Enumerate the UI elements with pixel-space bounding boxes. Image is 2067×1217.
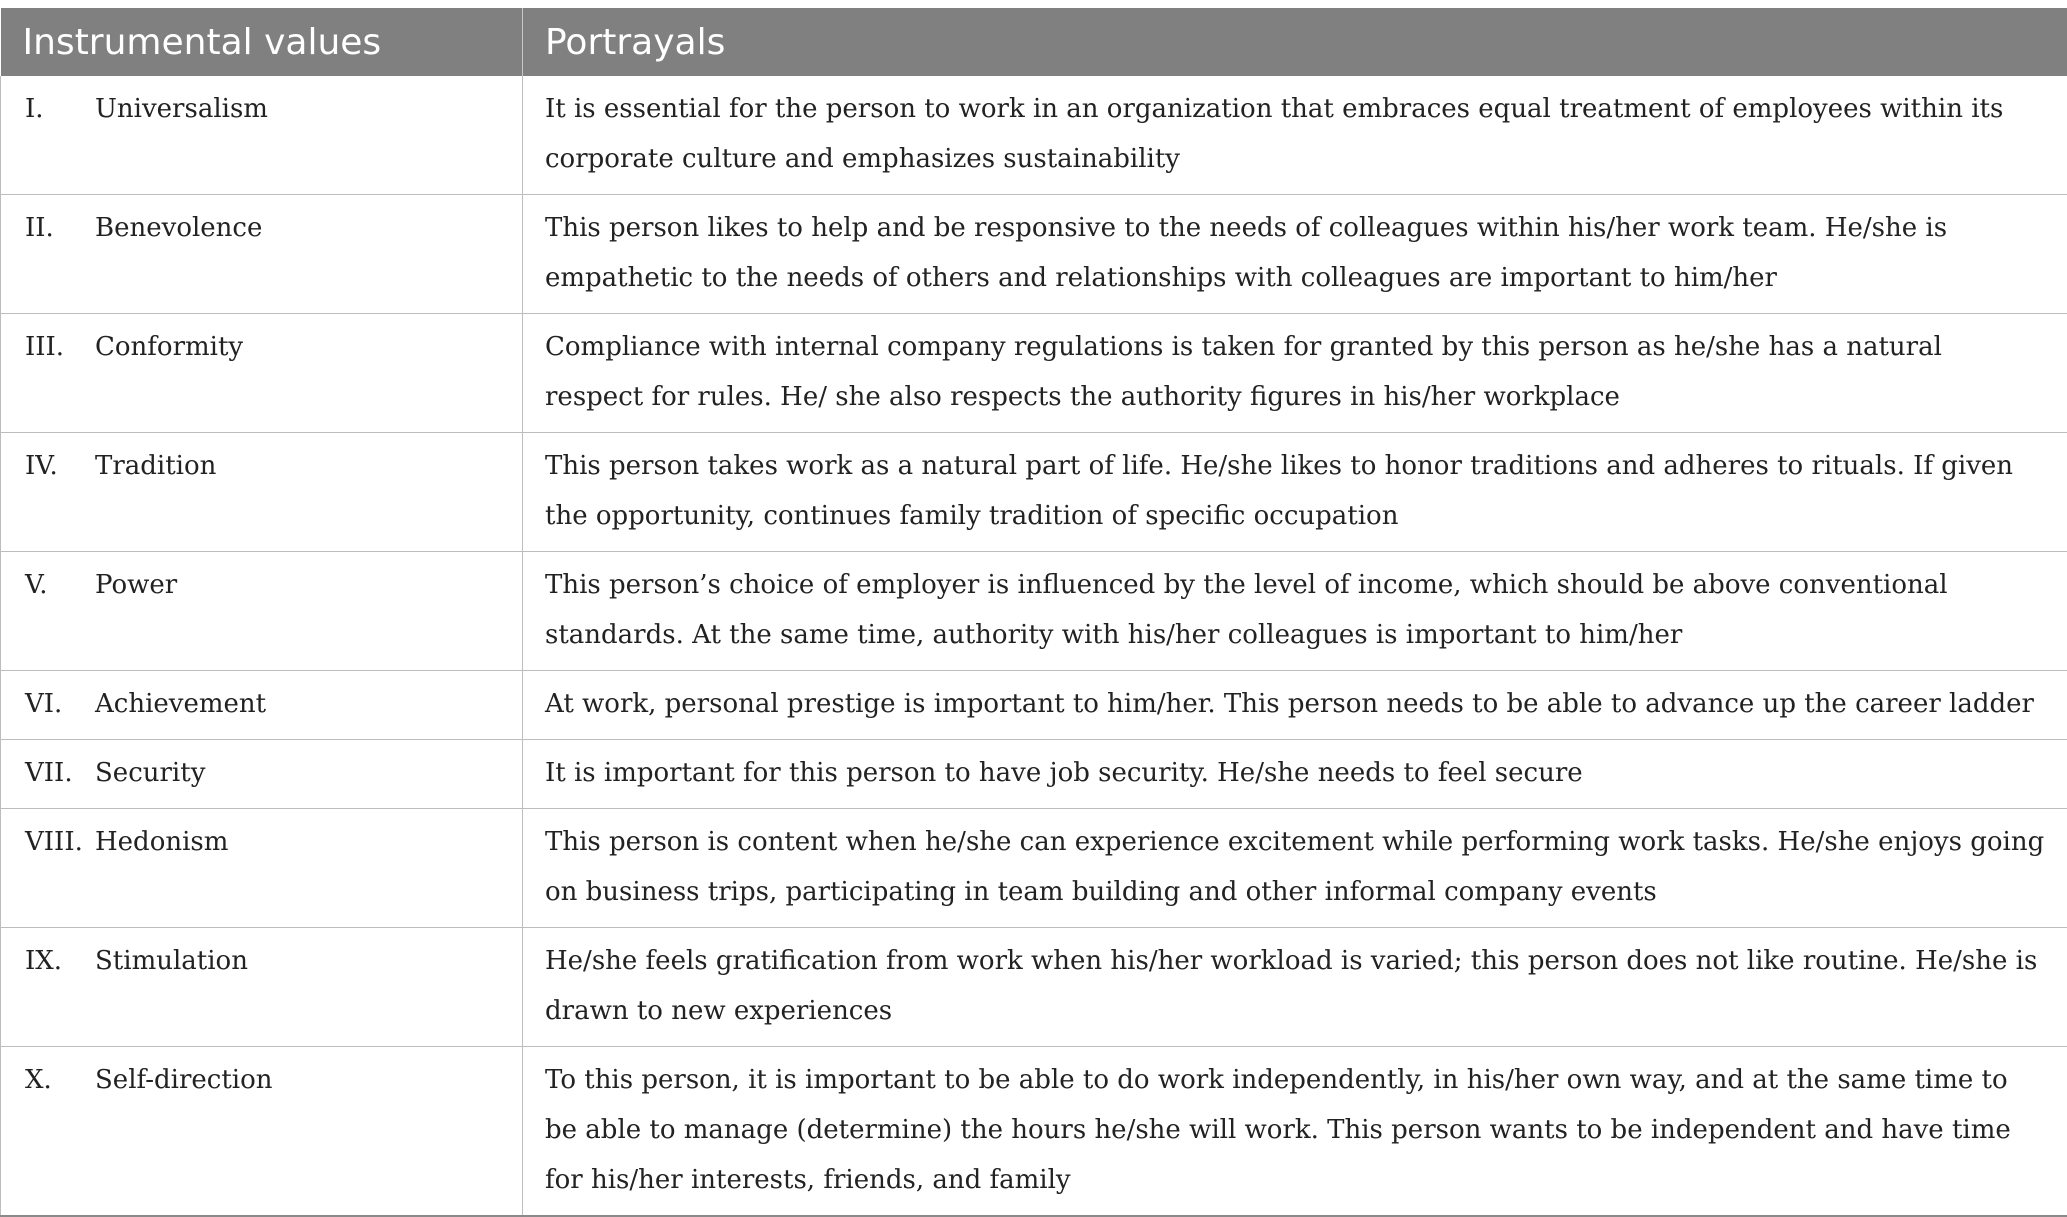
- table-body: [1, 76, 2067, 1216]
- row-numeral: VI.: [23, 679, 95, 729]
- table-row: [1, 809, 2067, 928]
- header-instrumental-values: Instrumental values: [1, 8, 523, 76]
- row-numeral: IX.: [23, 936, 95, 986]
- portrayal-cell: This person’s choice of employer is influenced by the level of income, which should be above conventional standards. At the same time, authority with his/her colleagues is important to him/her: [523, 552, 2067, 671]
- portrayal-cell: It is essential for the person to work in an organization that embraces equal treatment of employees within its corporate culture and emphasizes sustainability: [523, 76, 2067, 195]
- table-row: [1, 552, 2067, 671]
- header-portrayals: Portrayals: [523, 8, 2067, 76]
- value-name: Power: [95, 570, 177, 600]
- value-name: Achievement: [95, 689, 266, 719]
- value-name: Security: [95, 758, 205, 788]
- value-cell: [1, 740, 523, 809]
- value-name: Stimulation: [95, 946, 248, 976]
- table-row: [1, 928, 2067, 1047]
- row-numeral: X.: [23, 1055, 95, 1105]
- row-numeral: VIII.: [23, 817, 95, 867]
- value-cell: [1, 552, 523, 671]
- value-cell: [1, 928, 523, 1047]
- portrayal-cell: This person takes work as a natural part of life. He/she likes to honor traditions and adheres to rituals. If given the opportunity, continues family tradition of specific occupation: [523, 433, 2067, 552]
- table-header: [1, 8, 2067, 76]
- row-numeral: III.: [23, 322, 95, 372]
- table-row: [1, 671, 2067, 740]
- row-numeral: V.: [23, 560, 95, 610]
- row-numeral: VII.: [23, 748, 95, 798]
- portrayal-cell: To this person, it is important to be able to do work independently, in his/her own way, and at the same time to be able to manage (determine) the hours he/she will work. This person wants to be independent and have time for his/her interests, friends, and family: [523, 1047, 2067, 1217]
- values-table: [0, 8, 2067, 1217]
- value-cell: [1, 76, 523, 195]
- table-row: [1, 314, 2067, 433]
- value-name: Conformity: [95, 332, 243, 362]
- value-cell: [1, 314, 523, 433]
- portrayal-cell: It is important for this person to have job security. He/she needs to feel secure: [523, 740, 2067, 809]
- value-cell: [1, 195, 523, 314]
- portrayal-cell: At work, personal prestige is important to him/her. This person needs to be able to advance up the career ladder: [523, 671, 2067, 740]
- portrayal-cell: He/she feels gratification from work when his/her workload is varied; this person does not like routine. He/she is drawn to new experiences: [523, 928, 2067, 1047]
- table-row: [1, 433, 2067, 552]
- value-cell: [1, 809, 523, 928]
- table-row: [1, 76, 2067, 195]
- row-numeral: II.: [23, 203, 95, 253]
- value-name: Universalism: [95, 94, 268, 124]
- header-row: [1, 8, 2067, 76]
- row-numeral: I.: [23, 84, 95, 134]
- value-name: Hedonism: [95, 827, 228, 857]
- value-name: Tradition: [95, 451, 216, 481]
- table-row: [1, 1047, 2067, 1217]
- value-cell: [1, 1047, 523, 1217]
- portrayal-cell: Compliance with internal company regulations is taken for granted by this person as he/she has a natural respect for rules. He/ she also respects the authority figures in his/her workplace: [523, 314, 2067, 433]
- portrayal-cell: This person likes to help and be responsive to the needs of colleagues within his/her work team. He/she is empathetic to the needs of others and relationships with colleagues are important to him/her: [523, 195, 2067, 314]
- value-cell: [1, 433, 523, 552]
- row-numeral: IV.: [23, 441, 95, 491]
- portrayal-cell: This person is content when he/she can experience excitement while performing work tasks. He/she enjoys going on business trips, participating in team building and other informal company events: [523, 809, 2067, 928]
- value-name: Self-direction: [95, 1065, 273, 1095]
- table-row: [1, 195, 2067, 314]
- value-cell: [1, 671, 523, 740]
- table-row: [1, 740, 2067, 809]
- value-name: Benevolence: [95, 213, 262, 243]
